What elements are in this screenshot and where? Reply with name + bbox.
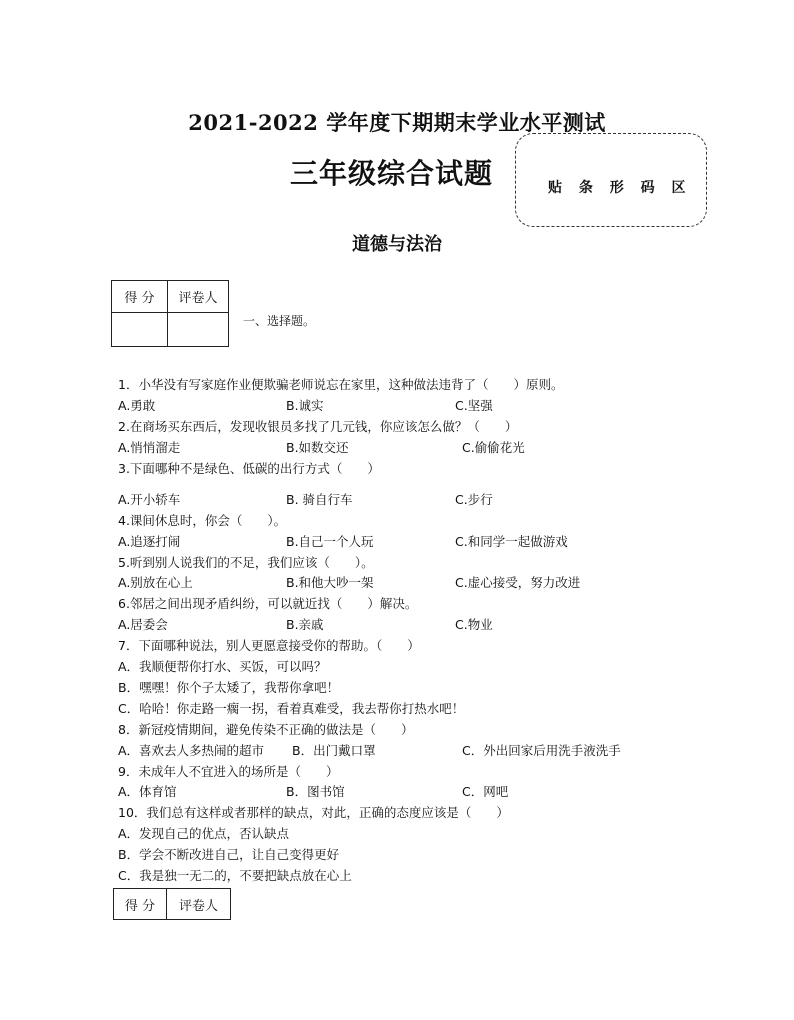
subject-title: 道德与法治 [352, 234, 442, 255]
q2-option-b: B.如数交还 [286, 440, 349, 455]
q4-option-a: A.追逐打闹 [118, 534, 181, 549]
grader-input-cell[interactable] [168, 313, 229, 347]
question-3: 3.下面哪种不是绿色、低碳的出行方式（ ） [118, 461, 380, 476]
grader-label: 评卷人 [167, 889, 231, 920]
q3-option-a: A.开小轿车 [118, 492, 181, 507]
question-5: 5.听到别人说我们的不足，我们应该（ ）。 [118, 555, 374, 570]
q5-option-c: C.虚心接受，努力改进 [455, 575, 581, 590]
q3-option-b: B. 骑自行车 [286, 492, 353, 507]
q7-option-b: B．嘿嘿！你个子太矮了，我帮你拿吧！ [118, 680, 340, 695]
q6-option-b: B.亲戚 [286, 617, 324, 632]
q1-option-c: C.坚强 [455, 398, 493, 413]
question-8: 8．新冠疫情期间，避免传染不正确的做法是（ ） [118, 722, 414, 737]
q7-option-c: C．哈哈！你走路一瘸一拐，看着真难受，我去帮你打热水吧！ [118, 701, 465, 716]
q8-option-c: C．外出回家后用洗手液洗手 [462, 743, 621, 758]
q5-option-b: B.和他大吵一架 [286, 575, 374, 590]
score-table-2 [113, 888, 231, 920]
q10-option-b: B．学会不断改进自己，让自己变得更好 [118, 847, 340, 862]
q8-option-b: B．出门戴口罩 [292, 743, 376, 758]
q1-option-a: A.勇敢 [118, 398, 156, 413]
question-2: 2.在商场买东西后，发现收银员多找了几元钱，你应该怎么做？（ ） [118, 419, 518, 434]
paper-title: 三年级综合试题 [290, 157, 494, 190]
score-input-cell[interactable] [112, 313, 168, 347]
barcode-area [515, 133, 707, 227]
score-label: 得 分 [112, 281, 168, 313]
question-1: 1．小华没有写家庭作业便欺骗老师说忘在家里，这种做法违背了（ ）原则。 [118, 377, 564, 392]
q8-option-a: A．喜欢去人多热闹的超市 [118, 743, 265, 758]
question-4: 4.课间休息时，你会（ ）。 [118, 513, 287, 528]
score-table [111, 280, 229, 347]
barcode-label: 贴 条 形 码 区 [548, 180, 692, 196]
q4-option-c: C.和同学一起做游戏 [455, 534, 568, 549]
q9-option-c: C．网吧 [462, 784, 509, 799]
question-6: 6.邻居之间出现矛盾纠纷，可以就近找（ ）解决。 [118, 596, 418, 611]
q4-option-b: B.自己一个人玩 [286, 534, 374, 549]
question-9: 9．未成年人不宜进入的场所是（ ） [118, 764, 339, 779]
q1-option-b: B.诚实 [286, 398, 324, 413]
q9-option-a: A．体育馆 [118, 784, 177, 799]
q7-option-a: A．我顺便帮你打水、买饭，可以吗？ [118, 659, 327, 674]
q10-option-a: A．发现自己的优点，否认缺点 [118, 826, 290, 841]
section-title: 一、选择题。 [243, 314, 316, 328]
q5-option-a: A.别放在心上 [118, 575, 193, 590]
score-label: 得 分 [114, 889, 167, 920]
q3-option-c: C.步行 [455, 492, 493, 507]
q6-option-a: A.居委会 [118, 617, 168, 632]
exam-title: 2021-2022 学年度下期期末学业水平测试 [188, 110, 606, 135]
grader-label: 评卷人 [168, 281, 229, 313]
q10-option-c: C．我是独一无二的，不要把缺点放在心上 [118, 868, 352, 883]
q9-option-b: B．图书馆 [286, 784, 345, 799]
q6-option-c: C.物业 [455, 617, 493, 632]
question-10: 10．我们总有这样或者那样的缺点，对此，正确的态度应该是（ ） [118, 805, 509, 820]
q2-option-c: C.偷偷花光 [462, 440, 525, 455]
question-7: 7．下面哪种说法，别人更愿意接受你的帮助。（ ） [118, 638, 420, 653]
q2-option-a: A.悄悄溜走 [118, 440, 181, 455]
